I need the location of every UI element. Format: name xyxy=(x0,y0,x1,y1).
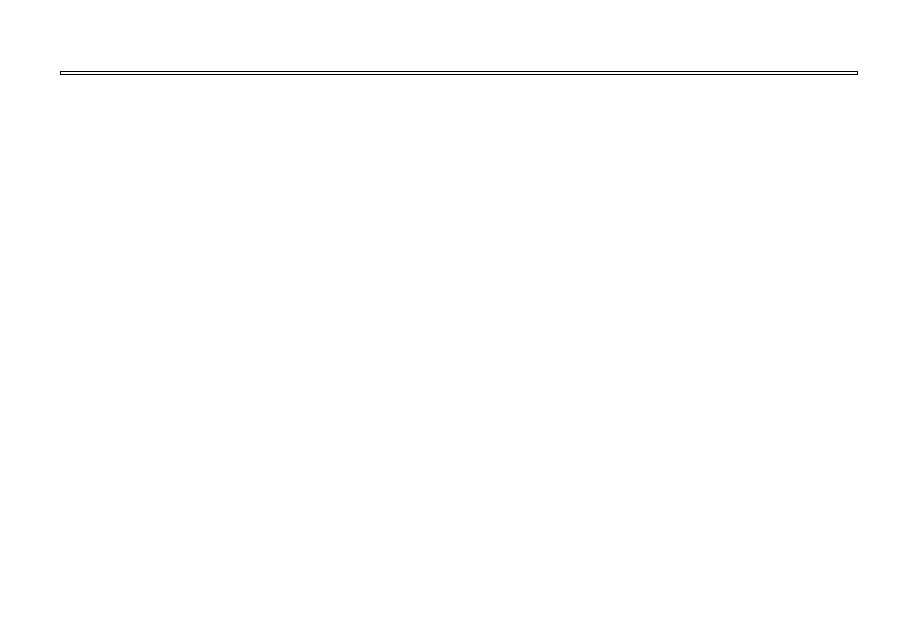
budget-table xyxy=(60,71,858,75)
section-title-row xyxy=(61,72,858,75)
section-title xyxy=(61,72,858,75)
